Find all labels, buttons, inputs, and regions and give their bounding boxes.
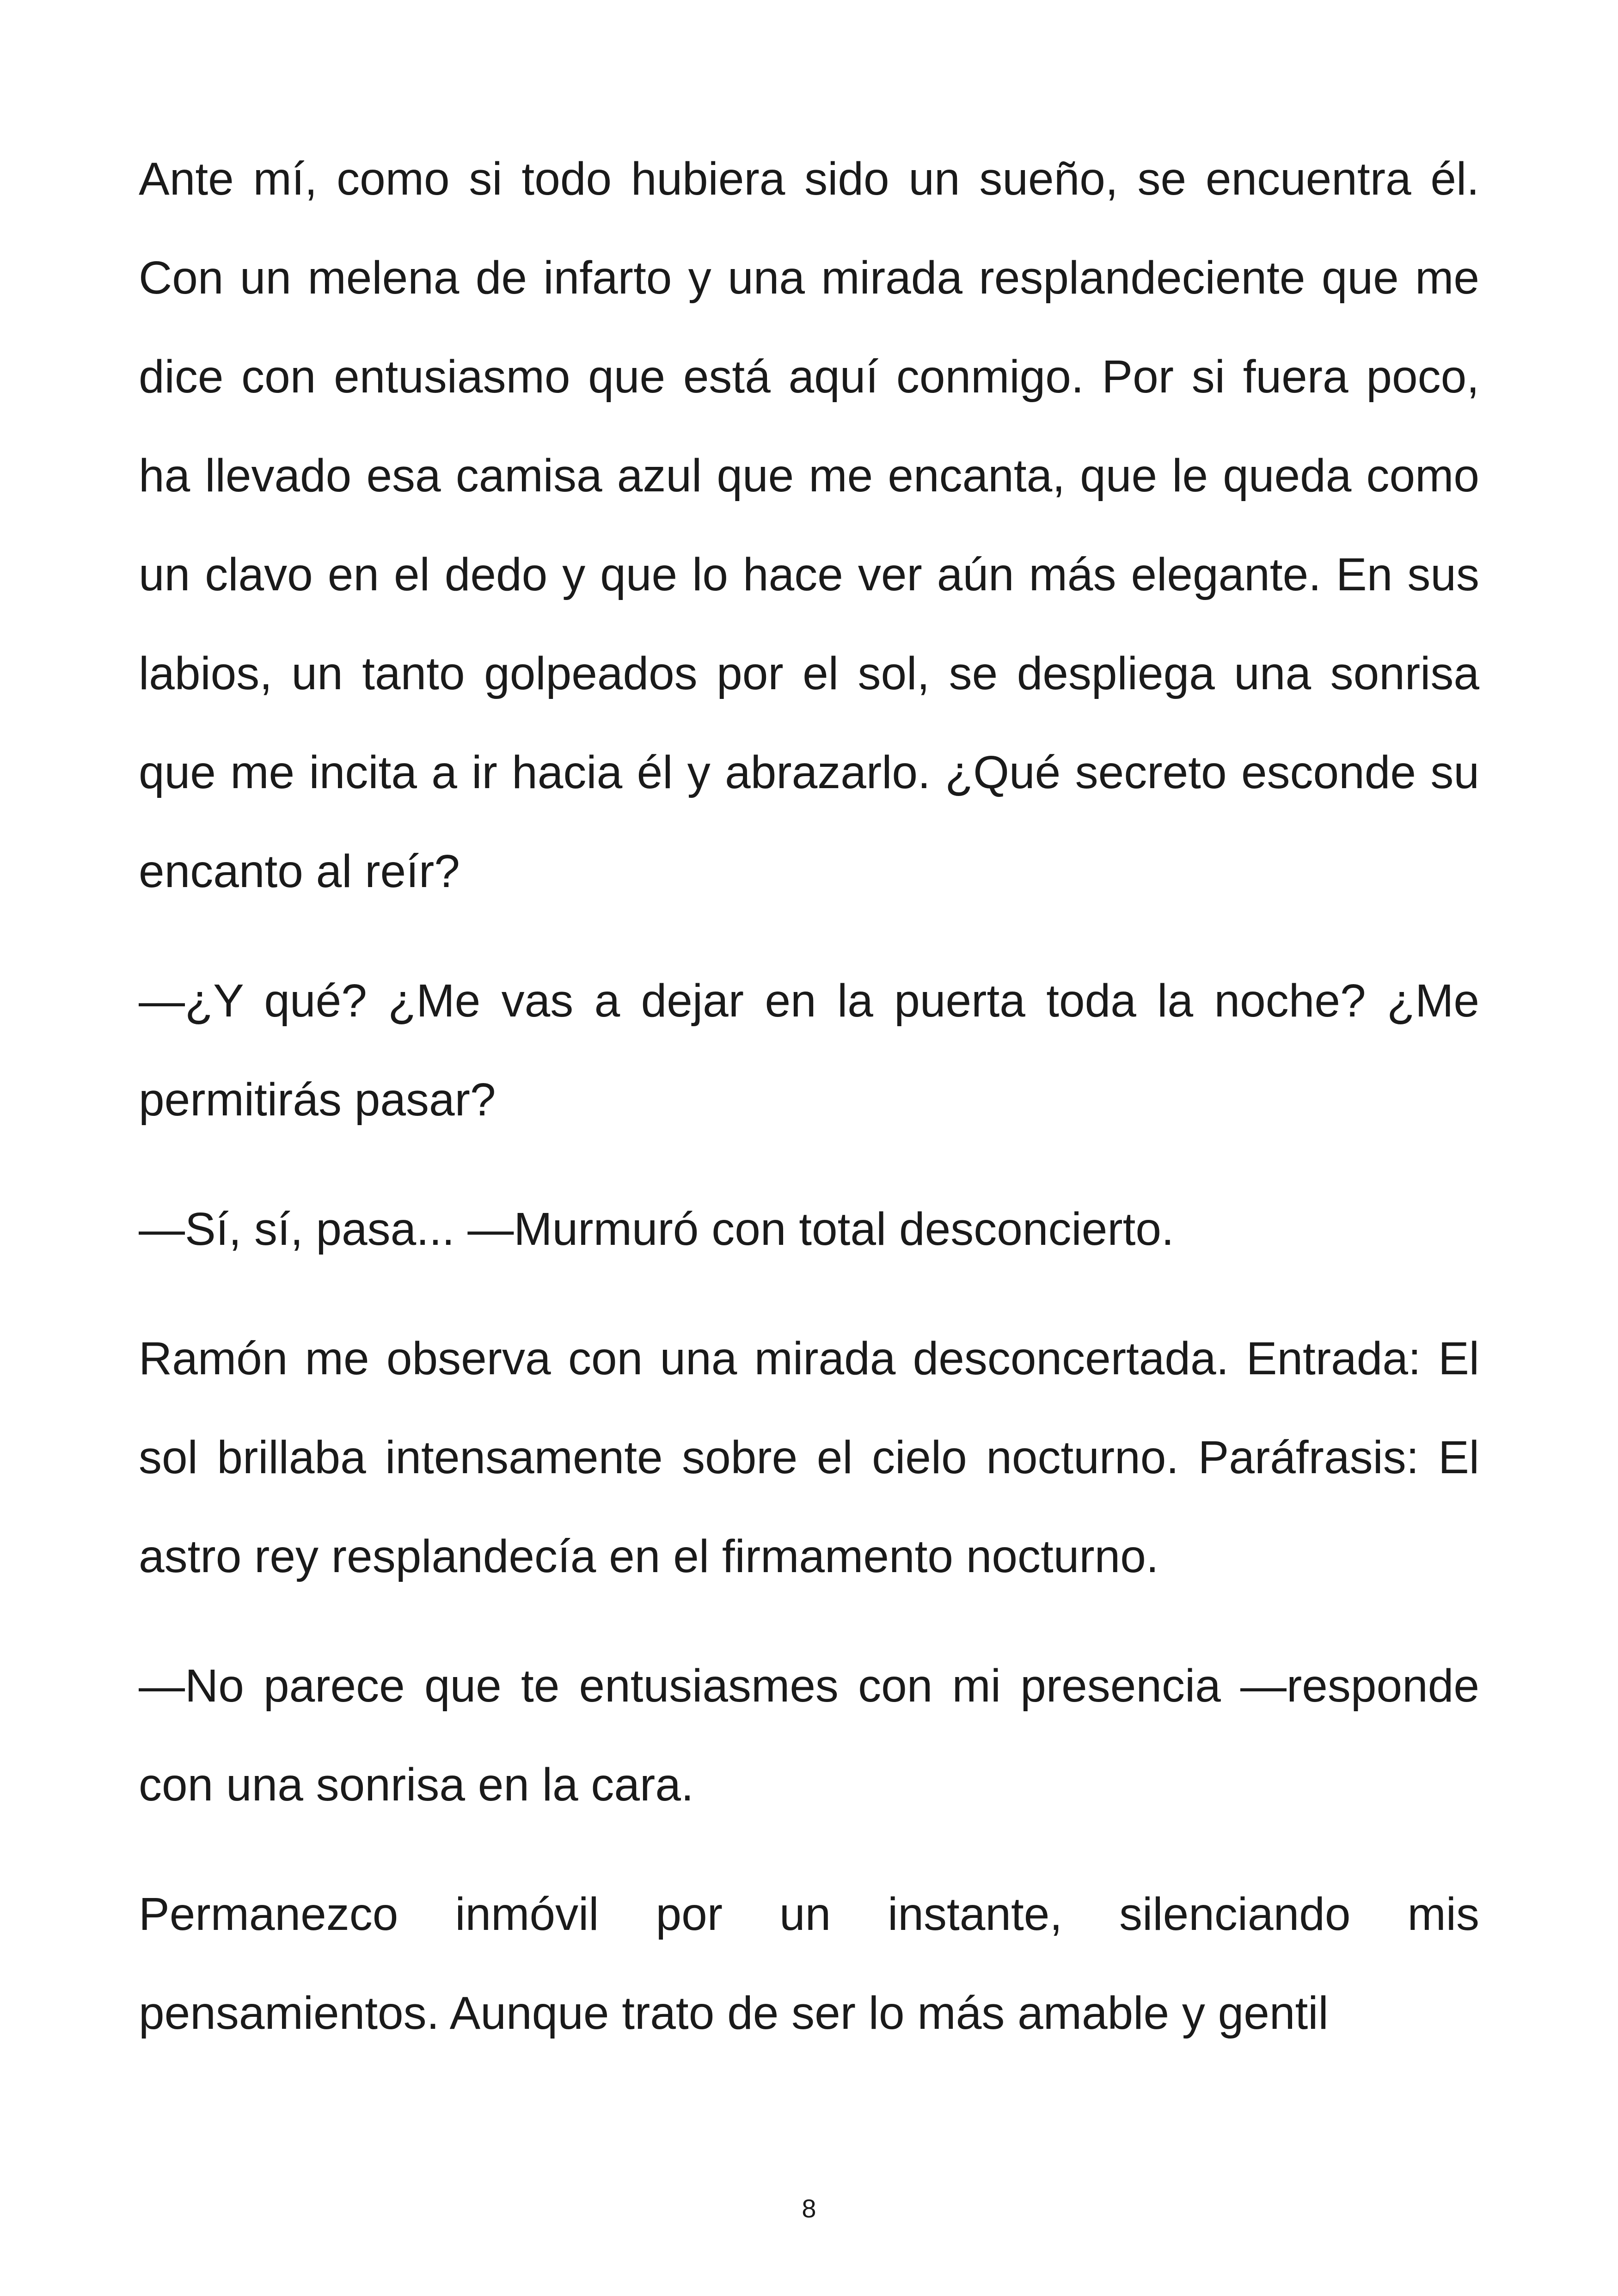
paragraph-2: —¿Y qué? ¿Me vas a dejar en la puerta toda la noche? ¿Me permitirás pasar? — [139, 975, 1479, 1126]
paragraph-6: Permanezco inmóvil por un instante, silenciando mis pensamientos. Aunque trato de ser lo más amable y gentil — [139, 1888, 1479, 2039]
paragraph-4: Ramón me observa con una mirada desconcertada. Entrada: El sol brillaba intensamente sobre el cielo nocturno. Paráfrasis: El astro rey resplandecía en el firmamento nocturno. — [139, 1333, 1479, 1582]
page-number: 8 — [802, 2194, 816, 2223]
paragraph-1: Ante mí, como si todo hubiera sido un sueño, se encuentra él. Con un melena de infarto y una mirada resplandeciente que me dice con entusiasmo que está aquí conmigo. Por si fuera poco, ha llevado esa camisa azul que me encanta, que le queda como un clavo en el dedo y que lo hace ver aún más elegante. En sus labios, un tanto golpeados por el sol, se despliega una sonrisa que me incita a ir hacia él y abrazarlo. ¿Qué secreto esconde su encanto al reír? — [139, 153, 1479, 897]
page-body-text — [139, 129, 1479, 2093]
paragraph-3: —Sí, sí, pasa... —Murmuró con total desconcierto. — [139, 1203, 1174, 1255]
paragraph-5: —No parece que te entusiasmes con mi presencia —responde con una sonrisa en la cara. — [139, 1660, 1479, 1811]
